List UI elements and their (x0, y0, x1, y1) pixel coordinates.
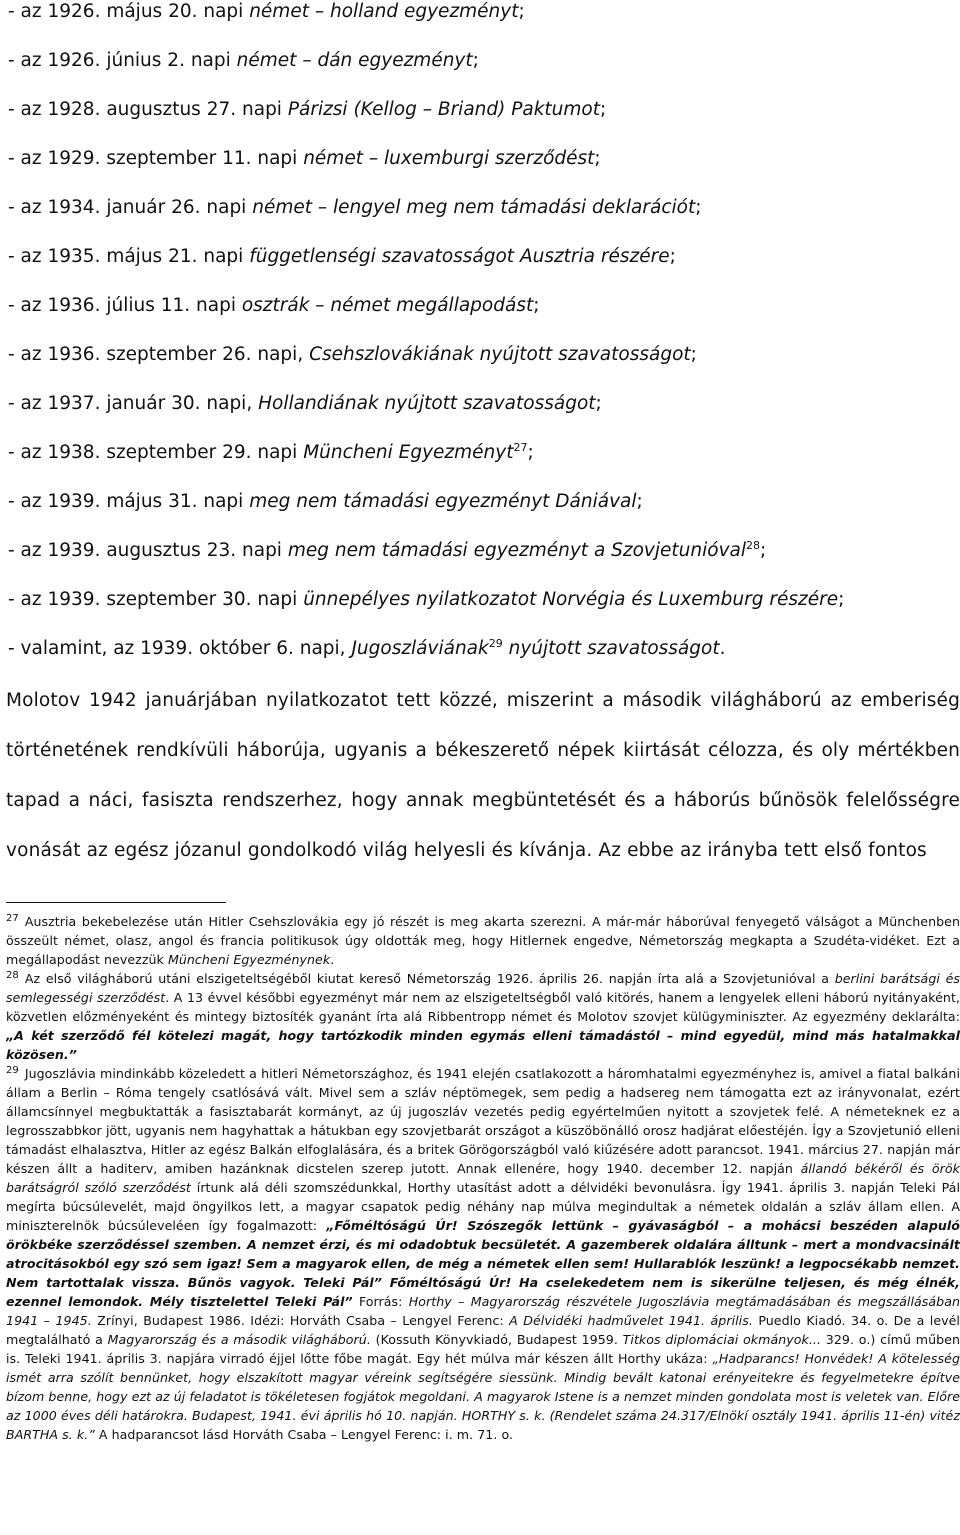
footnote-28: $^{28}$ Az első világháború utáni elszigeteltségéből kiutat kereső Németország 1926. április 26. napján írta alá a Szovjetunióval a berlini barátsági és semlegességi szerződést. A 13 évvel későbbi egyezményt már nem az elszigeteltségből való kitörés, hanem a lengyelek elleni háború nyitányaként, közvetlen előzményeként és mintegy biztosíték gyanánt írta alá Ribbentropp német és Molotov szovjet külügyminiszter. Az egyezmény deklarálta: „A két szerződő fél kötelezi magát, hogy tartózkodik minden egymás elleni támadástól – mind egyedül, mind más hatalmakkal közösen.” (6, 969, 960, 1062)
footnote-number: 28 (6, 969, 19, 981)
list-item: - az 1928. augusztus 27. napi Párizsi (Kellog – Briand) Paktumot; (8, 99, 607, 120)
list-item: - az 1926. május 20. napi német – holland egyezményt; (8, 1, 525, 22)
list-item: - valamint, az 1939. október 6. napi, Jugoszláviának$^{29}$ nyújtott szavatosságot. (8, 636, 726, 659)
list-item: - az 1939. szeptember 30. napi ünnepélyes nyilatkozatot Norvégia és Luxemburg részére; (8, 589, 845, 610)
footnotes (6, 912, 960, 1444)
footnote-separator (6, 902, 226, 903)
footnote-ref-27[interactable]: 27 (513, 440, 528, 454)
list-item: - az 1936. július 11. napi osztrák – német megállapodást; (8, 295, 540, 316)
body-paragraph: Molotov 1942 januárjában nyilatkozatot tett közzé, miszerint a második világháború az emberiség történetének rendkívüli háborúja, ugyanis a békeszerető népek kiirtását célozza, és oly mértékben tapad a náci, fasiszta rendszerhez, hogy annak megbüntetését és a háborús bűnösök felelősségre vonását az egész józanul gondolkodó világ helyesli és kívánja. Az ebbe az irányba tett első fontos (6, 690, 960, 861)
footnote-number: 27 (6, 912, 19, 924)
footnote-29: $^{29}$ Jugoszlávia mindinkább közeledett a hitleri Németországhoz, és 1941 elején csatlakozott a háromhatalmi egyezményhez is, amivel a fiatal balkáni állam a Berlin – Róma tengely csatlósává vált. Mivel sem a szláv néptömegek, sem pedig a hadsereg nem támogatta ezt az irányvonalat, ezért államcsínnyel megbuktatták a fasisztabarát kormányt, az új jugoszláv vezetés pedig egyértelműen nyitott a szovjetek felé. A németeknek ez a legrosszabbkor jött, ugyanis nem hagyhattak a hátukban egy szovjetbarát országot a küszöbönálló orosz hadjárat előestéjén. Így a Szovjetunió elleni támadást elhalasztva, Hitler az egész Balkán elfoglalására, és a britek Görögországból való kiűzésére adott parancsot. 1941. március 27. napján már készen állt a haditerv, amiben hazánknak dicstelen szerep jutott. Annak ellenére, hogy 1940. december 12. napján állandó békéről és örök barátságról szóló szerződést írtunk alá déli szomszédunkkal, Horthy utasítást adott a délvidéki bevonulásra. Így 1941. április 3. napján Teleki Pál megírta búcsúlevelét, majd öngyilkos lett, a magyar csapatok pedig néhány nap múlva megindultak a németek oldalán a szláv állam ellen. A miniszterelnök búcsúleveléen így fogalmazott: „Főméltóságú Úr! Szószegők lettünk – gyávaságból – a mohácsi beszéden alapuló örökbéke szerződéssel szemben. A nemzet érzi, és mi odadobtuk becsületét. A gazemberek oldalára álltunk – mert a mondvacsinált atrocitásokból egy szó sem igaz! Sem a magyarok ellen, de még a németek ellen sem! Hullarablók leszünk! a legpocsékabb nemzet. Nem tartottalak vissza. Bűnös vagyok. Teleki Pál” Főméltóságú Úr! Ha cselekedetem nem is sikerülne teljesen, és még élnék, ezennel lemondok. Mély tisztelettel Teleki Pál” Forrás: Horthy – Magyarország részvétele Jugoszlávia megtámadásában és megszállásában 1941 – 1945. Zrínyi, Budapest 1986. Idézi: Horváth Csaba – Lengyel Ferenc: A Délvidéki hadművelet 1941. április. Puedlo Kiadó. 34. o. De a levél megtalálható a Magyarország és a második világháború. (Kossuth Könyvkiadó, Budapest 1959. Titkos diplomáciai okmányok... 329. o.) című műben is. Teleki 1941. április 3. napjára virradó éjjel lőtte főbe magát. Egy hét múlva már készen állt Horthy ukáza: „Hadparancs! Honvédek! A kötelesség ismét arra szólít bennünket, hogy elszakított magyar véreink segítségére siessünk. Mindig bevált katonai erényeitekre és fegyelmetekre építve bízom benne, hogy ezt az új feladatot is tökéletesen fogjátok megoldani. A magyarok Istene is a nemzet minden gondolata most is veletek van. Előre az 1000 éves déli határokra. Budapest, 1941. évi április hó 10. napján. HORTHY s. k. (Rendelet száma 24.317/Elnökí osztály 1941. április 11-én) vitéz BARTHA s. k.” A hadparancsot lásd Horváth Csaba – Lengyel Ferenc: i. m. 71. o. (6, 1064, 960, 1442)
list-item: - az 1935. május 21. napi függetlenségi szavatosságot Ausztria részére; (8, 246, 676, 267)
list-item: - az 1939. május 31. napi meg nem támadási egyezményt Dániával; (8, 491, 643, 512)
footnote-27: $^{27}$ Ausztria bekebelezése után Hitler Csehszlovákia egy jó részét is meg akarta szerezni. A már-már háborúval fenyegető válságot a Münchenben összeült német, olasz, angol és francia politikusok úgy oldották meg, hogy Hitlernek engedve, Németország megkapta a Szudéta-vidéket. Ezt a megállapodást nevezzük Müncheni Egyezménynek. (6, 912, 960, 967)
list-item: - az 1936. szeptember 26. napi, Csehszlovákiának nyújtott szavatosságot; (8, 344, 697, 365)
list-item: - az 1938. szeptember 29. napi Müncheni Egyezményt$^{27}$; (8, 440, 534, 463)
footnote-ref-29[interactable]: 29 (488, 636, 503, 650)
list-item: - az 1926. június 2. napi német – dán egyezményt; (8, 50, 479, 71)
list-item: - az 1937. január 30. napi, Hollandiának nyújtott szavatosságot; (8, 393, 602, 414)
footnote-ref-28[interactable]: 28 (746, 538, 760, 552)
list-item: - az 1934. január 26. napi német – lengyel meg nem támadási deklarációt; (8, 197, 702, 218)
list-item: - az 1939. augusztus 23. napi meg nem támadási egyezményt a Szovjetunióval$^{28}$; (8, 538, 767, 561)
list-item: - az 1929. szeptember 11. napi német – luxemburgi szerződést; (8, 148, 601, 169)
footnote-number: 29 (6, 1064, 19, 1076)
agreements-list (8, 0, 958, 686)
